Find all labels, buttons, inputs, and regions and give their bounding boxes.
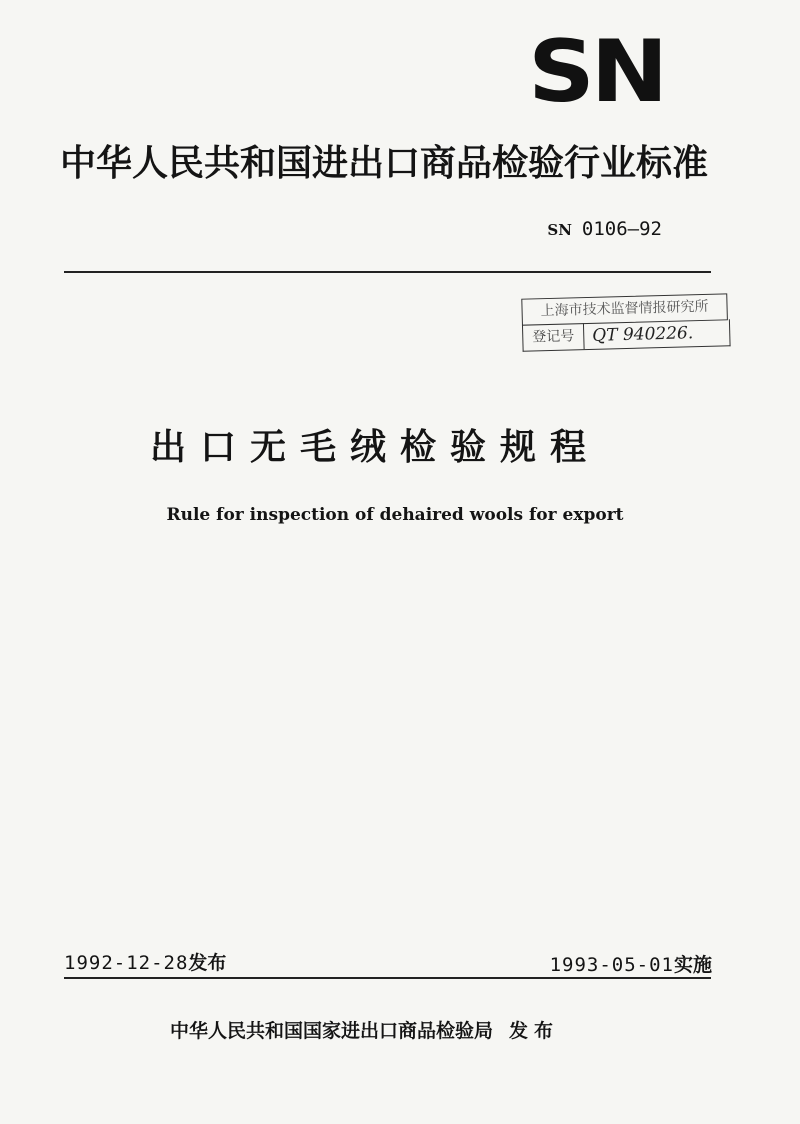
standard-code: 0106—92 <box>581 218 662 240</box>
standard-number <box>547 214 662 245</box>
stamp-institute: 上海市技术监督情报研究所 <box>521 293 728 325</box>
issuer-name: 中华人民共和国国家进出口商品检验局 <box>170 1020 494 1042</box>
sn-logo: SN <box>528 22 664 122</box>
standard-prefix: SN <box>547 221 572 239</box>
stamp-registration-value: QT 940226. <box>592 323 694 346</box>
implementation-date-label: 实施 <box>673 954 712 976</box>
stamp-registration-row <box>522 319 731 351</box>
implementation-date <box>550 951 712 979</box>
footer-divider <box>64 977 711 979</box>
standard-category: 中华人民共和国进出口商品检验行业标准 <box>60 143 709 184</box>
registration-stamp <box>521 293 728 356</box>
issuer-action: 发布 <box>509 1020 560 1042</box>
stamp-registration-label: 登记号 <box>523 323 585 351</box>
document-title-english: Rule for inspection of dehaired wools for export <box>166 505 624 525</box>
issue-date <box>64 949 226 977</box>
issue-date-label: 发布 <box>188 952 227 974</box>
header-divider <box>64 271 711 273</box>
issuing-authority <box>170 1016 630 1046</box>
document-title-chinese: 出口无毛绒检验规程 <box>150 427 601 468</box>
implementation-date-value: 1993-05-01 <box>549 954 674 976</box>
issue-date-value: 1992-12-28 <box>64 952 189 974</box>
